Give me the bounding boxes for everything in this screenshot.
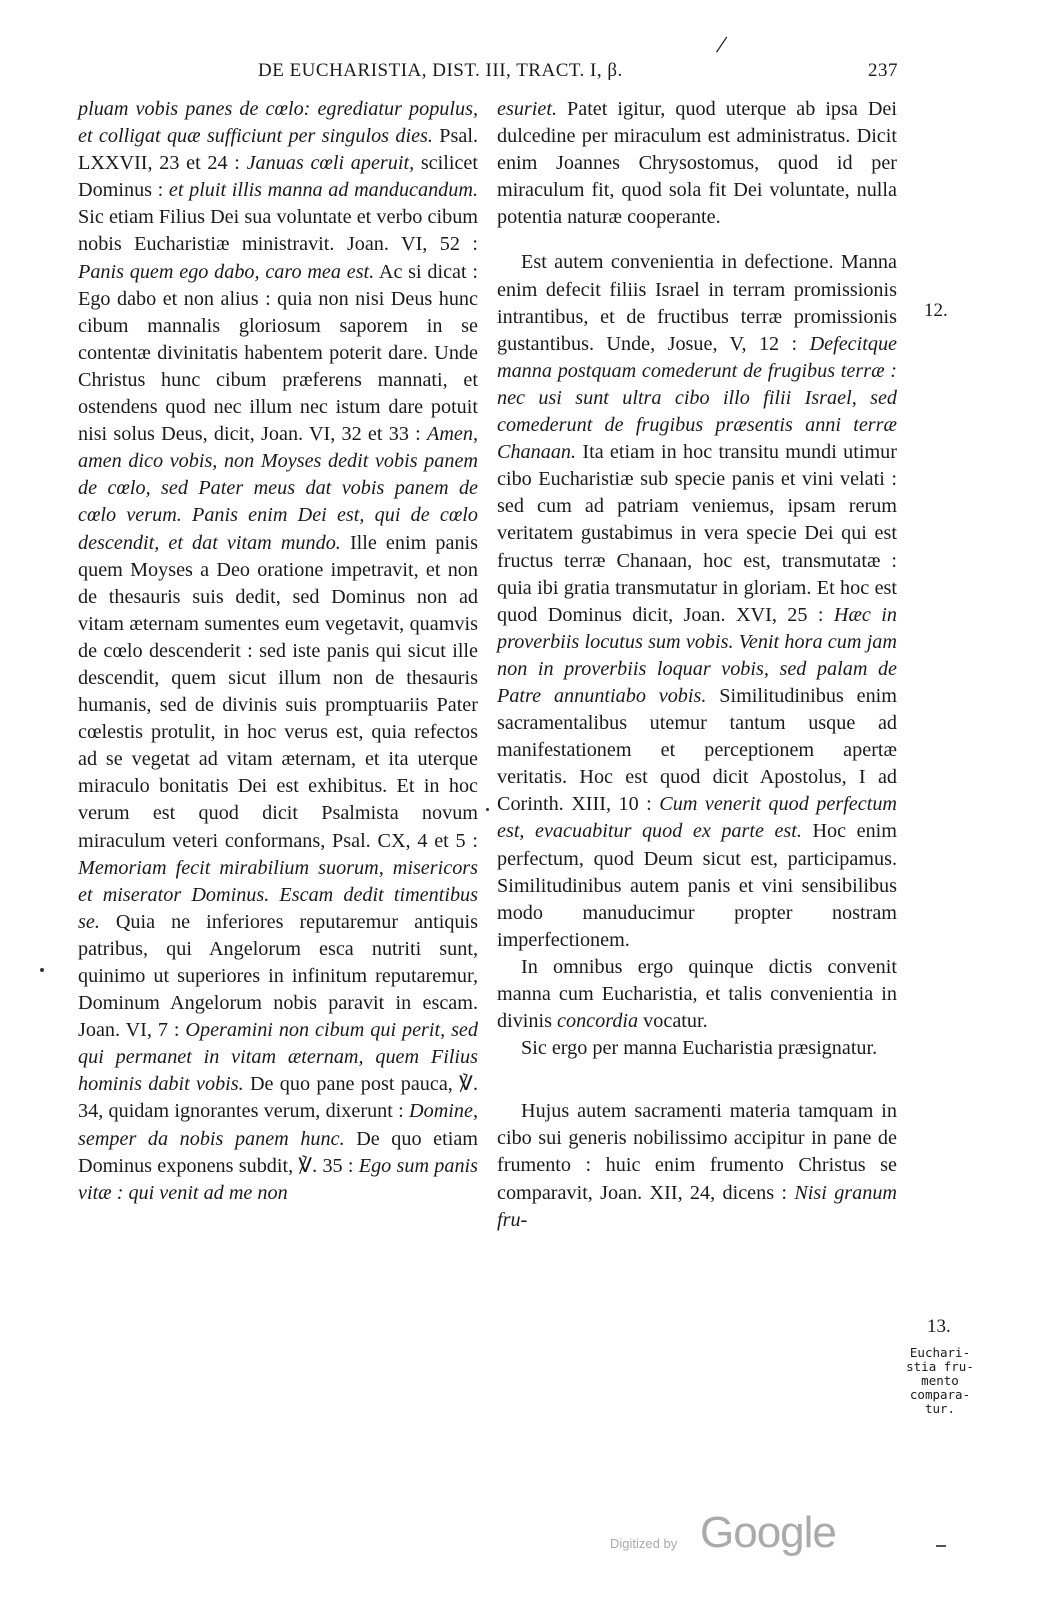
italic-run: pluam vobis panes de cœlo: egrediatur populus, et colligat quæ sufficiunt per singulos dies. <box>78 98 478 148</box>
text-run: Patet igitur, quod uterque ab ipsa Dei dulcedine per miraculum est administratus. Dicit enim Joannes Chrysostomus, quod id per miraculum fit, quod sola fit Dei voluntate, nulla potentia naturæ cooperante. <box>497 98 897 229</box>
italic-run: Operamini non cibum qui perit, sed qui permanet in vitam æternam, quem Filius hominis dabit vobis. <box>78 1019 478 1096</box>
body-paragraph <box>497 1098 897 1233</box>
stray-dot <box>486 808 489 811</box>
watermark-prefix: Digitized by <box>610 1536 678 1551</box>
margin-note-line: tur. <box>924 1401 956 1416</box>
margin-note-line: Euchari- <box>909 1345 971 1360</box>
section-number-13: 13. <box>927 1316 951 1337</box>
text-run: Sic ergo per manna Eucharistia præsignatur. <box>521 1037 878 1060</box>
margin-note-line: compara- <box>909 1387 971 1402</box>
text-run: De quo pane post pauca, ℣. 34, quidam ignorantes verum, dixerunt : <box>78 1073 478 1123</box>
pencil-mark: / <box>714 29 730 60</box>
body-paragraph <box>497 249 897 953</box>
margin-note-line: stia fru- <box>906 1359 974 1374</box>
text-run: Est autem convenientia in defectione. Manna enim defecit filiis Israel in terram promissionis intrantibus, et de fructibus terræ promissionis gustantibus. Unde, Josue, V, 12 : <box>497 251 897 355</box>
paragraph-gap <box>497 1062 897 1098</box>
left-column <box>78 96 478 1207</box>
text-run: Quia ne inferiores reputaremur antiquis patribus, qui Angelorum esca nutriti sunt, quinimo ut superiores in infinitum reputaremur, Dominum Angelorum nobis paravit in escam. Joan. VI, 7 : <box>78 910 478 1042</box>
italic-run: Panis quem ego dabo, caro mea est. <box>78 260 375 283</box>
section-number-12: 12. <box>924 300 948 321</box>
text-run: scilicet Dominus : <box>78 152 478 202</box>
text-run: Psal. LXXVII, 23 et 24 : <box>78 125 478 175</box>
page-header <box>78 29 898 92</box>
stray-mark <box>936 1545 946 1547</box>
italic-run: esuriet. <box>497 98 557 120</box>
italic-run: Memoriam fecit mirabilium suorum, misericors et miserator Dominus. Escam dedit timentibus se. <box>78 856 478 933</box>
italic-run: concordia <box>557 1010 639 1033</box>
text-run: vocatur. <box>638 1010 708 1033</box>
page-number: 237 <box>868 60 898 81</box>
italic-run: Nisi granum fru- <box>497 1181 897 1231</box>
italic-run: et pluit illis manna ad manducandum. <box>168 179 478 202</box>
italic-run: Ego sum panis vitæ : qui venit ad me non <box>78 1154 478 1204</box>
margin-note <box>900 1346 980 1416</box>
watermark-brand: Google <box>700 1508 836 1557</box>
text-run: Ac si dicat : Ego dabo et non alius : quia non nisi Deus hunc cibum mannalis gloriosum saporem in se contentæ divinitatis habentem poterit dare. Unde Christus hunc cibum præferens mannati, et ostendens quod nec illum nec istum dare potuit nisi solus Deus, dicit, Joan. VI, 32 et 33 : <box>78 260 478 446</box>
body-paragraph <box>497 954 897 1035</box>
text-run: Ille enim panis quem Moyses a Deo oratione impetravit, et non de thesauris suis dedit, sed Dominus non ad vitam æternam sumentes eum vegetavit, quamvis de cœlo descenderit : sed iste panis qui sicut ille descendit, quem sicut illum non de thesauris humanis, sed de divinis suis promptuariis Pater cœlestis protulit, in hoc verus est, quia refectos ad se vegetat ad vitam æternam, et ita uterque miraculo bonitatis Dei est exhibitus. Et in hoc verum est quod dicit Psalmista novum miraculum veteri conformans, Psal. CX, 4 et 5 : <box>78 531 478 852</box>
italic-run: Cum venerit quod perfectum est, evacuabitur quod ex parte est. <box>497 793 897 843</box>
italic-run: Defecitque manna postquam comederunt de frugibus terræ : nec usi sunt ultra cibo illo filii Israel, sed comederunt de frugibus præsentis anni terræ Chanaan. <box>497 332 897 464</box>
text-run: Similitudinibus enim sacramentalibus utemur tantum usque ad manifestationem et perceptionem apertæ veritatis. Hoc est quod dicit Apostolus, I ad Corinth. XIII, 10 : <box>497 684 897 816</box>
text-run: Hoc enim perfectum, quod Deum sicut est, participamus. Similitudinibus autem panis et vini sensibilibus modo manuducimur propter nostram imperfectionem. <box>497 820 897 951</box>
body-paragraph <box>78 96 478 1207</box>
text-run: Ita etiam in hoc transitu mundi utimur cibo Eucharistiæ sub specie panis et vini velati : sed cum ad patriam veniemus, ipsam rerum veritatem gustabimus in vera specie Dei qui est fructus terræ Chanaan, hoc est, transmutatæ : quia ibi gratia transmutatur in gloriam. Et hoc est quod Dominus dicit, Joan. XVI, 25 : <box>497 441 897 626</box>
italic-run: Januas cœli aperuit, <box>246 152 415 175</box>
digitization-watermark <box>610 1500 870 1560</box>
italic-run: Domine, semper da nobis panem hunc. <box>78 1100 478 1150</box>
italic-run: Amen, amen dico vobis, non Moyses dedit vobis panem de cœlo, sed Pater meus dat vobis panem de cœlo verum. Panis enim Dei est, qui de cœlo descendit, et dat vitam mundo. <box>78 423 478 554</box>
italic-run: Hæc in proverbiis locutus sum vobis. Venit hora cum jam non in proverbiis loquar vobis, sed palam de Patre annuntiabo vobis. <box>497 603 897 707</box>
right-column <box>497 96 897 1234</box>
stray-dot <box>40 968 44 972</box>
margin-note-line: mento <box>921 1373 959 1388</box>
text-run: In omnibus ergo quinque dictis convenit manna cum Eucharistia, et talis convenientia in divinis <box>497 955 897 1033</box>
text-run: De quo etiam Dominus exponens subdit, ℣. 35 : <box>78 1127 478 1177</box>
body-paragraph <box>497 1035 897 1062</box>
body-paragraph <box>497 96 897 231</box>
running-title: DE EUCHARISTIA, DIST. III, TRACT. I, β. <box>258 60 623 81</box>
text-run: Hujus autem sacramenti materia tamquam in cibo sui generis nobilissimo accipitur in pane de frumento : huic enim frumento Christus se comparavit, Joan. XII, 24, dicens : <box>497 1100 897 1204</box>
paragraph-gap <box>497 231 897 249</box>
text-run: Sic etiam Filius Dei sua voluntate et verbo cibum nobis Eucharistiæ ministravit. Joan. VI, 52 : <box>78 206 478 256</box>
